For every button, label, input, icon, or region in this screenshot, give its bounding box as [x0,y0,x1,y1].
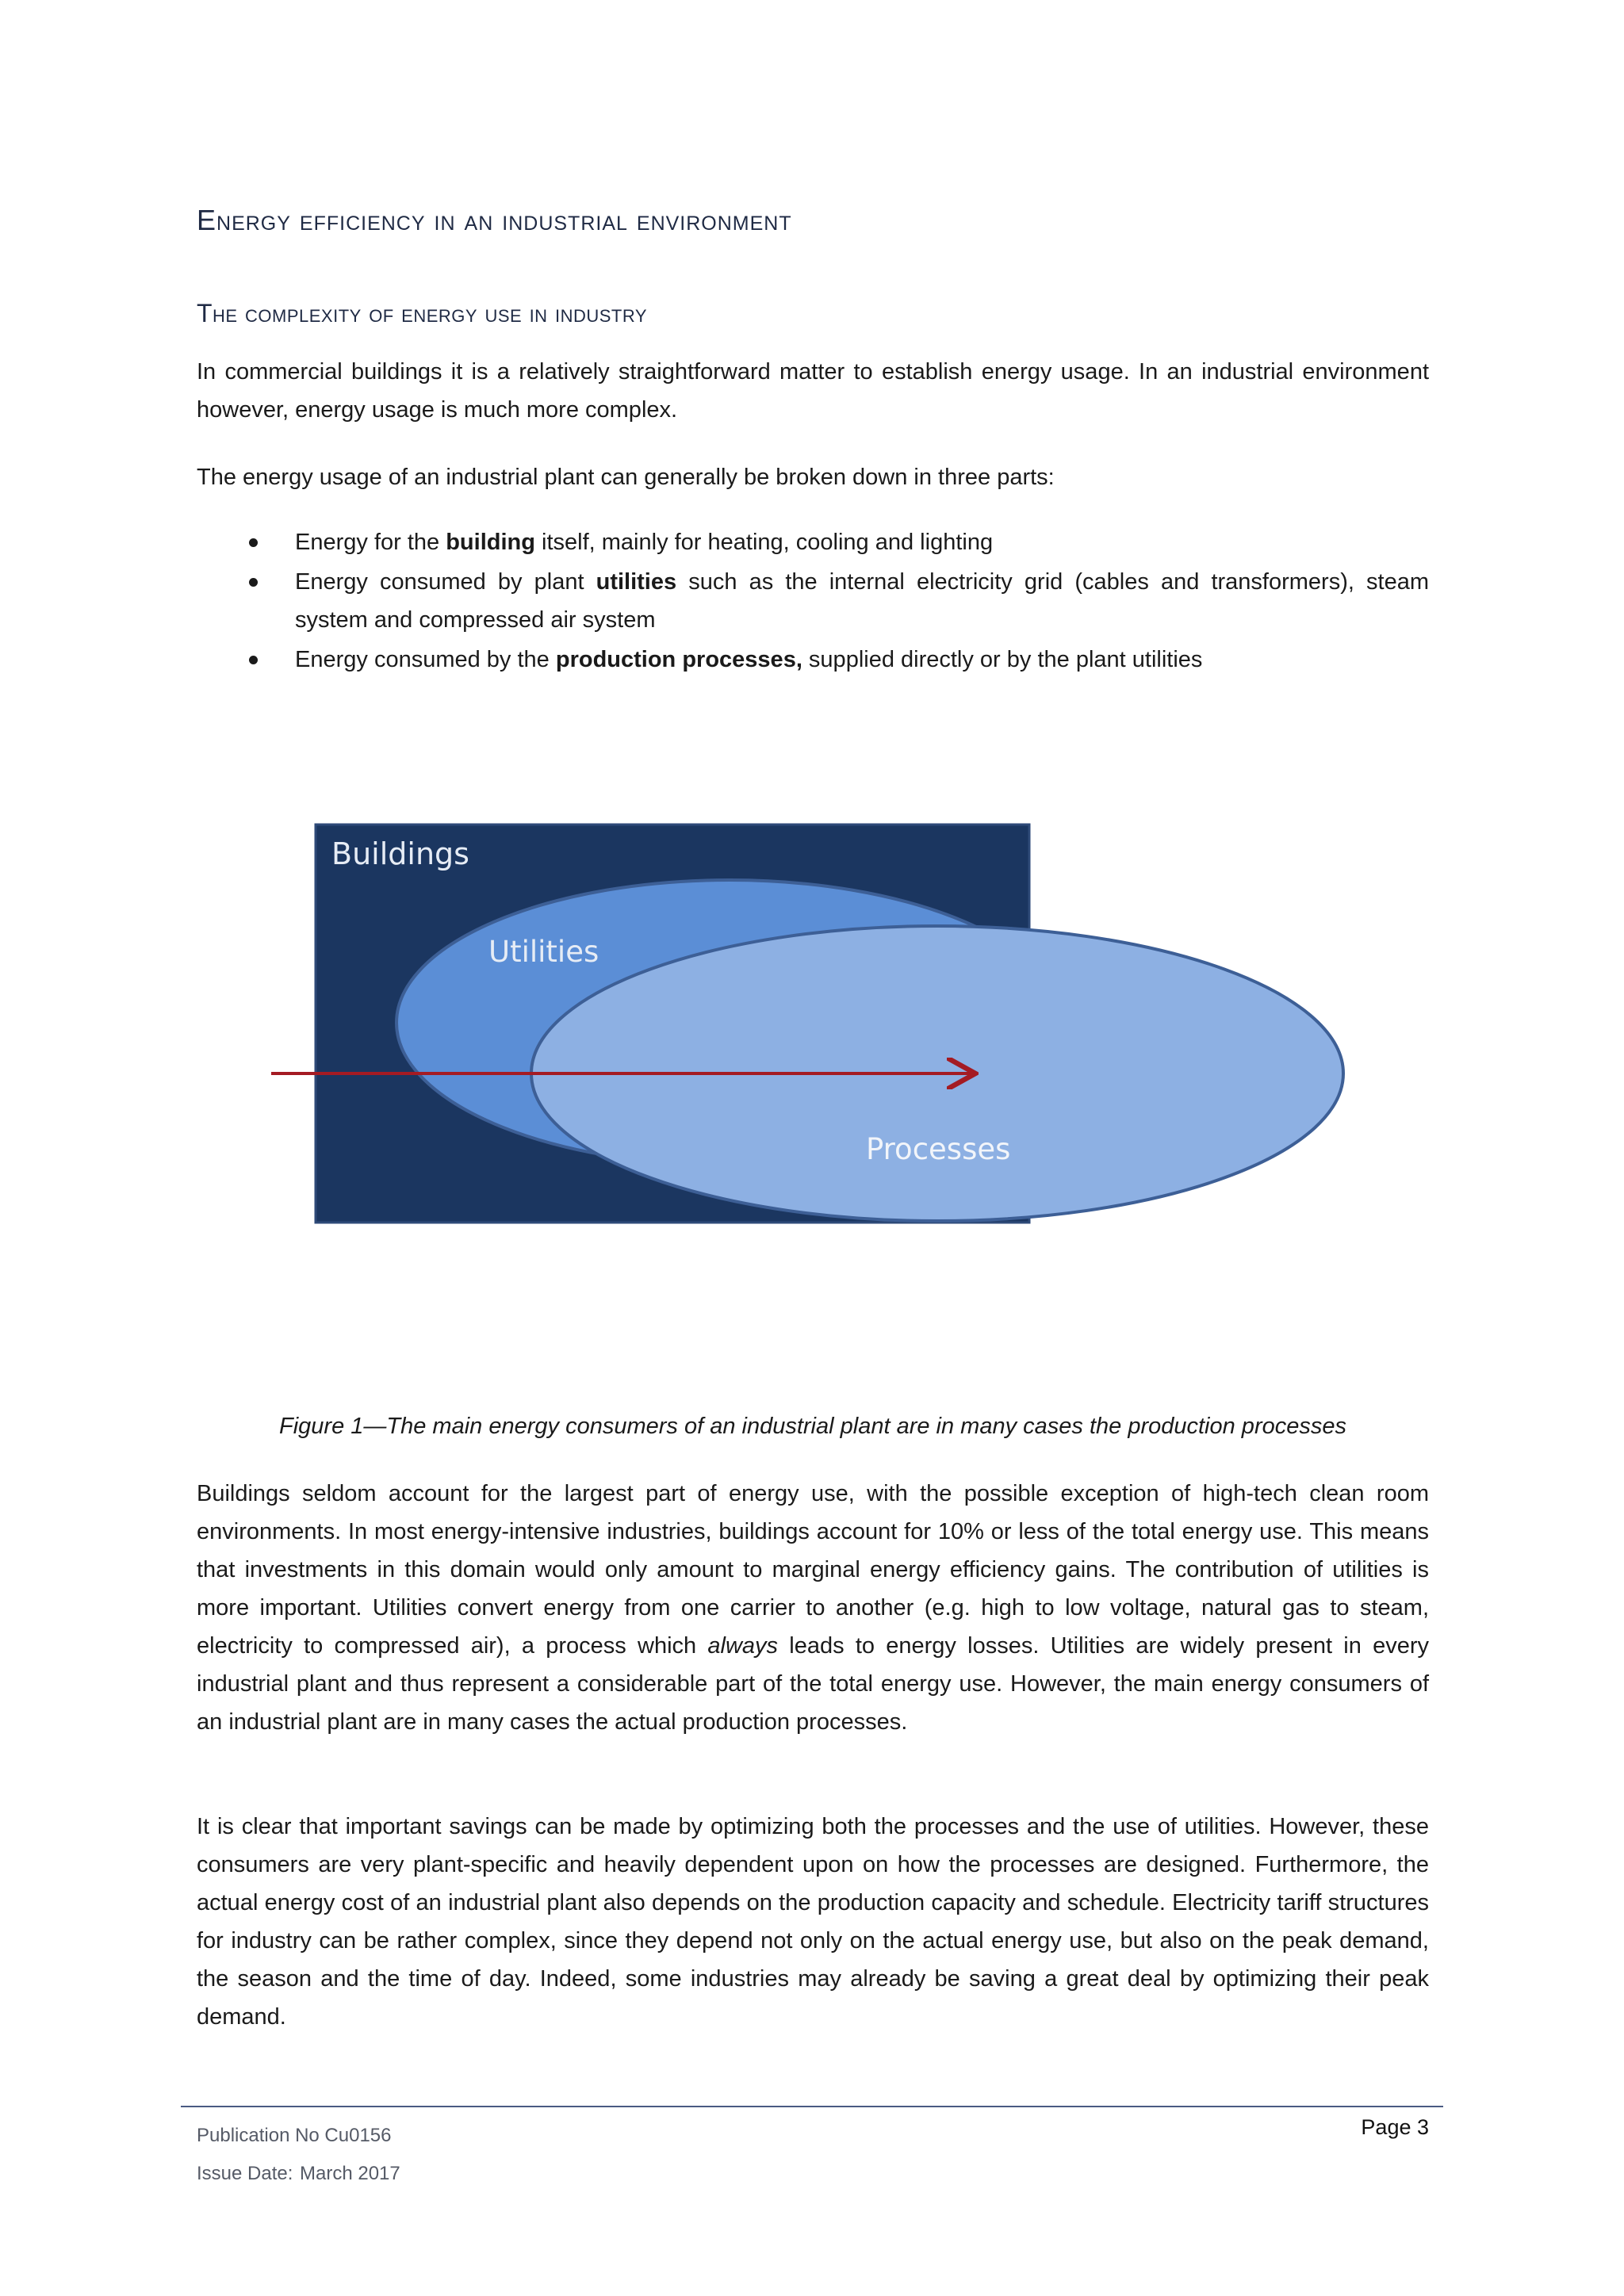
parts-intro-paragraph: The energy usage of an industrial plant can generally be broken down in three parts: [197,465,1055,490]
bullet-text: such as the internal electricity grid (cables and transformers), steam system and compressed air system [295,569,1429,633]
processes-label: Processes [866,1132,1011,1166]
bullet-text: Energy consumed by plant [295,569,596,595]
bullet-bold-term: utilities [596,569,677,595]
issue-date-line [197,2155,400,2193]
list-item [197,641,1429,679]
section-title: Energy efficiency in an industrial environment [197,204,792,236]
page-number: Page 3 [1361,2115,1429,2139]
body-paragraph-1-text-end: leads to energy losses. Utilities are widely present in every industrial plant and thus represent a considerable part of the total energy use. However, the main energy consumers of an industrial plant are in many cases the actual production processes. [197,1633,1429,1735]
bullet-bold-term: production processes, [555,647,802,672]
bullet-bold-term: building [446,530,535,555]
diagram-svg [262,809,1356,1253]
intro-paragraph: In commercial buildings it is a relatively straightforward matter to establish energy usage. In an industrial environment however, energy usage is much more complex. [197,359,1429,423]
figure-caption: Figure 1—The main energy consumers of an industrial plant are in many cases the production processes [279,1414,1346,1439]
bullet-icon [249,578,258,587]
bullet-text: Energy consumed by the [295,647,556,672]
energy-parts-list [197,523,1429,680]
subsection-title: The complexity of energy use in industry [197,299,648,327]
buildings-label: Buildings [331,836,469,871]
bullet-icon [249,538,258,547]
emphasis-always: always [707,1633,779,1659]
bullet-icon [249,656,258,664]
bullet-text: itself, mainly for heating, cooling and lighting [534,530,994,555]
body-paragraph-1 [197,1475,1429,1741]
bullet-text: Energy for the [295,530,446,555]
footer-publication-info [197,2117,400,2193]
publication-number: Publication No Cu0156 [197,2125,392,2146]
bullet-text: supplied directly or by the plant utilities [802,647,1203,672]
utilities-label: Utilities [488,935,599,969]
energy-consumers-diagram [262,809,1356,1253]
body-paragraph-1-text: Buildings seldom account for the largest part of energy use, with the possible exception of high-tech clean room environments. In most energy-intensive industries, buildings account for 10% or less of the total energy use. This means that investments in this domain would only amount to marginal energy efficiency gains. The contribution of utilities is more important. Utilities convert energy from one carrier to another (e.g. high to low voltage, natural gas to steam, electricity to compressed air), a process which [197,1481,1429,1659]
body-paragraph-2: It is clear that important savings can be made by optimizing both the processes and the use of utilities. However, these consumers are very plant-specific and heavily dependent upon on how the processes are designed. Furthermore, the actual energy cost of an industrial plant also depends on the production capacity and schedule. Electricity tariff structures for industry can be rather complex, since they depend not only on the actual energy use, but also on the peak demand, the season and the time of day. Indeed, some industries may already be saving a great deal by optimizing their peak demand. [197,1814,1429,2030]
list-item [197,563,1429,639]
issue-date-value: March 2017 [300,2163,400,2184]
list-item [197,523,1429,561]
footer-divider [181,2106,1443,2107]
issue-date-label: Issue Date: [197,2163,293,2184]
